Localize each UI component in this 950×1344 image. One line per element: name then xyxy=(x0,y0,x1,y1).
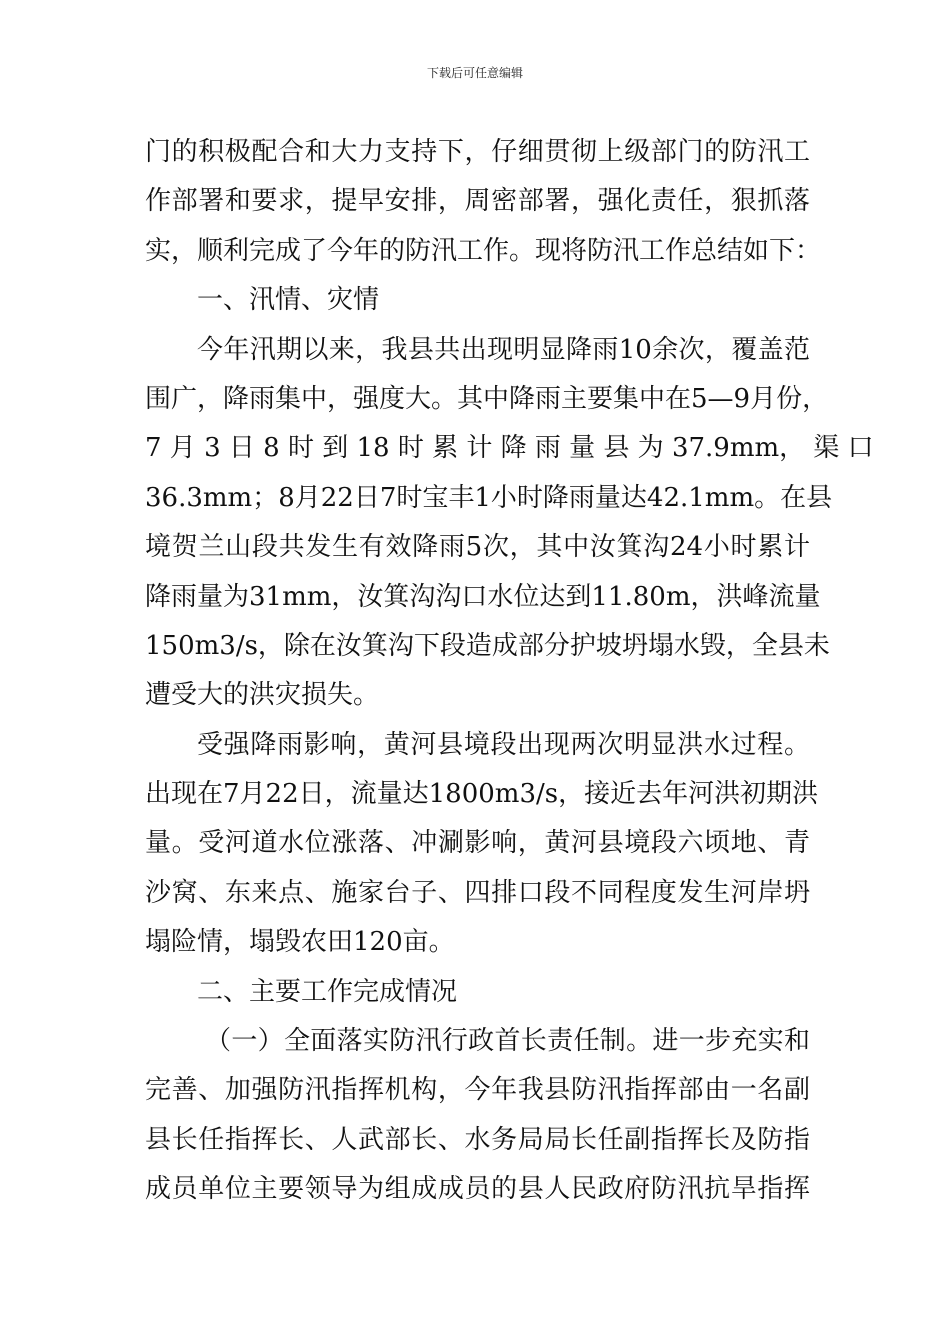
text-line: 遭受大的洪灾损失。 xyxy=(145,680,380,711)
text-line: 境贺兰山段共发生有效降雨5次，其中汝箕沟24小时累计 xyxy=(145,532,810,563)
text-line: 门的积极配合和大力支持下，仔细贯彻上级部门的防汛工 xyxy=(145,137,810,167)
text-line: 量。受河道水位涨落、冲涮影响，黄河县境段六顷地、青 xyxy=(145,828,810,859)
document-body xyxy=(145,128,874,1215)
paragraph-first-line: 今年汛期以来，我县共出现明显降雨10余次，覆盖范 xyxy=(197,334,810,365)
text-line: 沙窝、东来点、施家台子、四排口段不同程度发生河岸坍 xyxy=(145,877,810,908)
text-line: 150m3/s，除在汝箕沟下段造成部分护坡坍塌水毁，全县未 xyxy=(145,630,830,661)
section-heading: 二、主要工作完成情况 xyxy=(197,976,458,1007)
text-line: 作部署和要求，提早安排，周密部署，强化责任，狠抓落 xyxy=(145,186,810,217)
text-line: 降雨量为31mm，汝箕沟沟口水位达到11.80m，洪峰流量 xyxy=(145,581,821,612)
text-line: 围广，降雨集中，强度大。其中降雨主要集中在5—9月份， xyxy=(145,383,829,414)
text-line: 成员单位主要领导为组成成员的县人民政府防汛抗旱指挥 xyxy=(145,1174,810,1205)
text-line: 7 月 3 日 8 时 到 18 时 累 计 降 雨 量 县 为 37.9mm， 渠 口 xyxy=(145,433,874,464)
paragraph-first-line: （一）全面落实防汛行政首长责任制。进一步充实和 xyxy=(205,1026,810,1057)
text-line: 塌险情，塌毁农田120亩。 xyxy=(145,927,455,958)
text-line: 县长任指挥长、人武部长、水务局局长任副指挥长及防指 xyxy=(145,1124,810,1155)
text-line: 出现在7月22日，流量达1800m3/s，接近去年河洪初期洪 xyxy=(145,779,819,810)
text-line: 实，顺利完成了今年的防汛工作。现将防汛工作总结如下： xyxy=(145,235,822,266)
page-header: 下载后可任意编辑 xyxy=(426,66,523,80)
section-heading: 一、汛情、灾情 xyxy=(197,285,380,316)
text-line: 完善、加强防汛指挥机构，今年我县防汛指挥部由一名副 xyxy=(145,1075,810,1106)
paragraph-first-line: 受强降雨影响，黄河县境段出现两次明显洪水过程。 xyxy=(197,729,810,760)
text-line: 36.3mm；8月22日7时宝丰1小时降雨量达42.1mm。在县 xyxy=(145,482,833,513)
